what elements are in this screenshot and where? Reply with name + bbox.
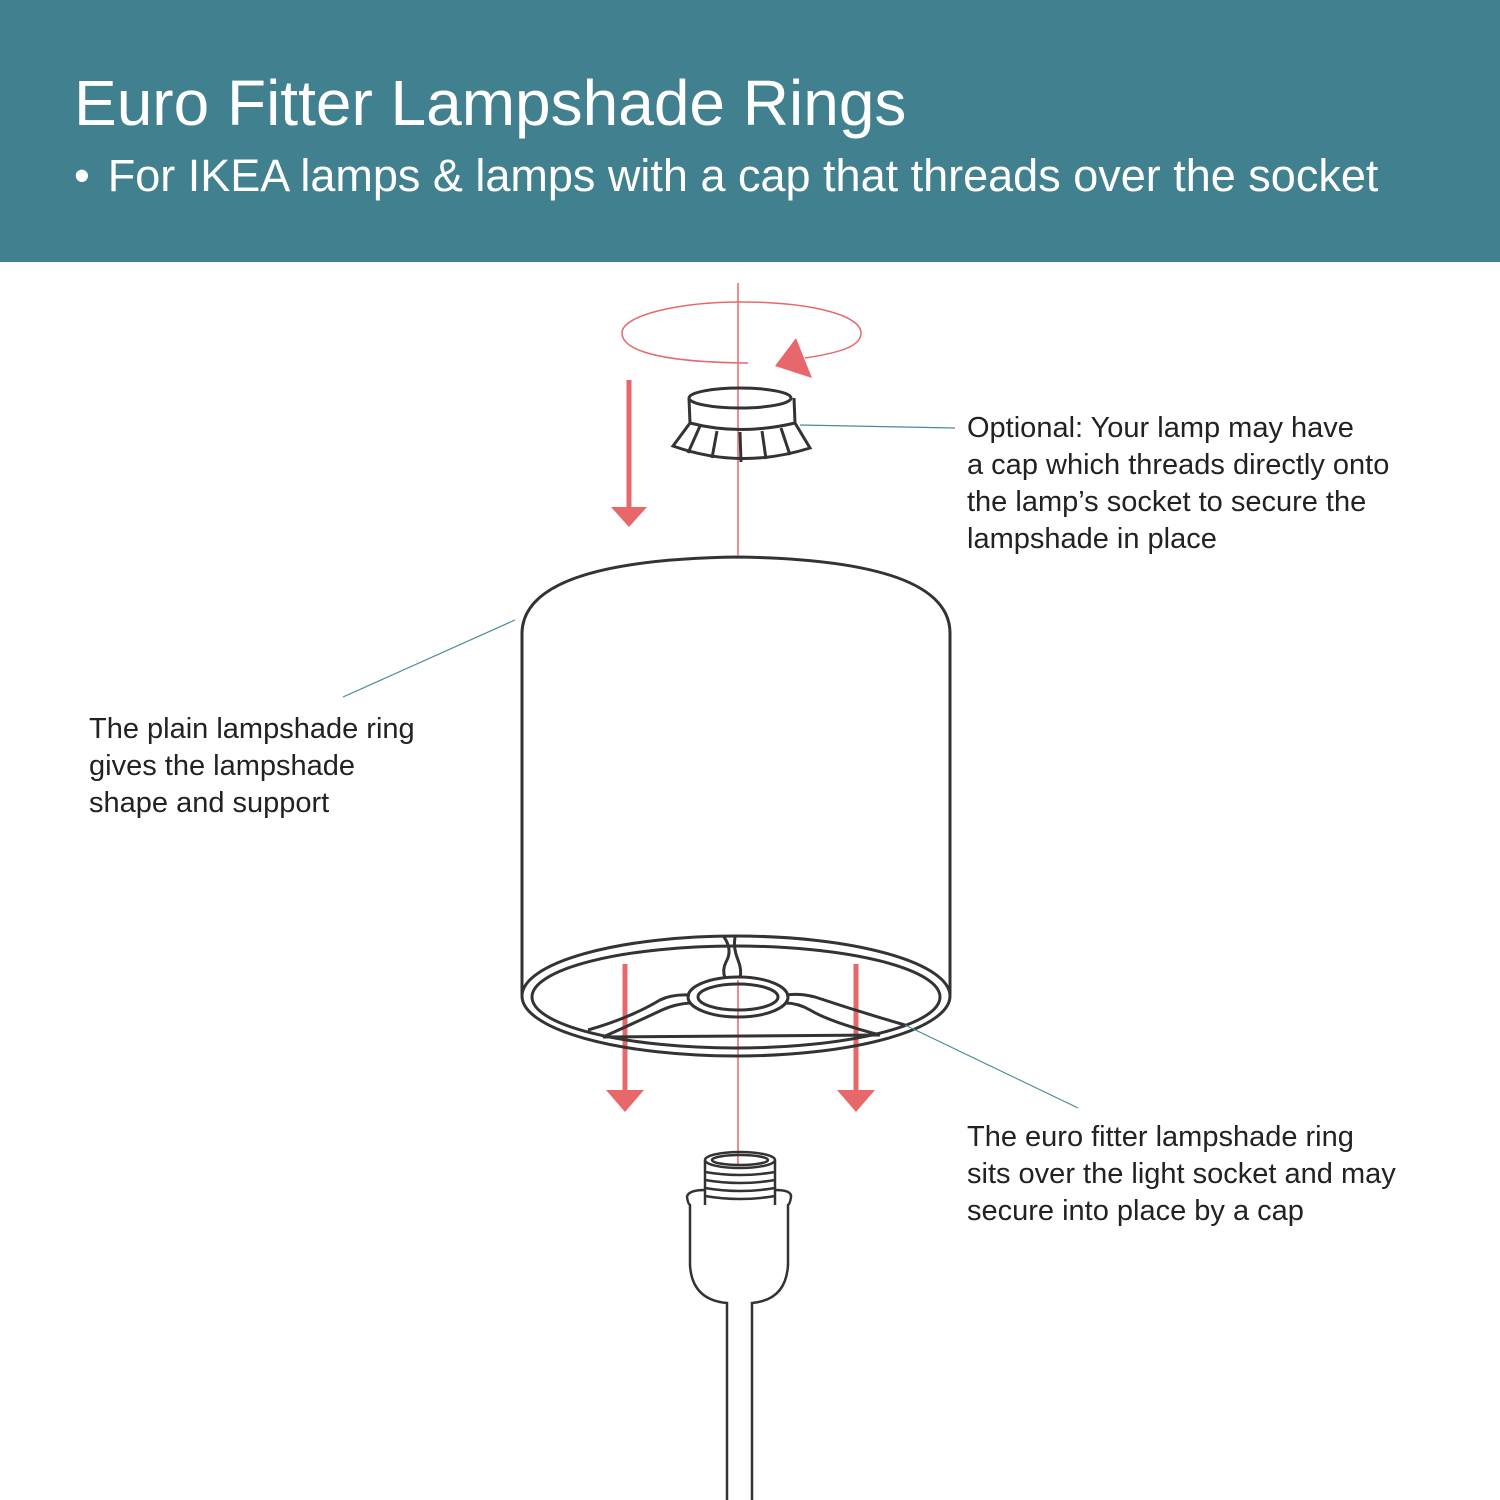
- euro-ring-leader-line: [905, 1025, 1078, 1108]
- cap-callout: [967, 410, 1389, 558]
- threaded-cap: [673, 388, 810, 462]
- plain-ring-leader-line: [343, 620, 515, 697]
- callout-line: The euro fitter lampshade ring: [967, 1121, 1354, 1153]
- callout-line: the lamp’s socket to secure the: [967, 486, 1367, 518]
- euro-ring-callout: [967, 1119, 1396, 1230]
- callout-line: a cap which threads directly onto: [967, 449, 1390, 481]
- cap-leader-line: [800, 425, 955, 428]
- callout-line: The plain lampshade ring: [89, 713, 415, 745]
- plain-lampshade: [522, 557, 950, 1056]
- page-title: Euro Fitter Lampshade Rings: [74, 67, 907, 139]
- lamp-socket: [687, 1152, 791, 1500]
- callout-line: gives the lampshade: [89, 750, 355, 782]
- subtitle-text: For IKEA lamps & lamps with a cap that threads over the socket: [107, 150, 1379, 201]
- callout-line: Optional: Your lamp may have: [967, 412, 1354, 444]
- callout-line: lampshade in place: [967, 523, 1217, 555]
- callout-line: shape and support: [89, 787, 330, 819]
- bullet: •: [74, 150, 90, 201]
- rotation-ellipse: [622, 302, 861, 363]
- plain-ring-callout: [89, 711, 415, 822]
- callout-line: secure into place by a cap: [967, 1195, 1304, 1227]
- callout-line: sits over the light socket and may: [967, 1158, 1396, 1190]
